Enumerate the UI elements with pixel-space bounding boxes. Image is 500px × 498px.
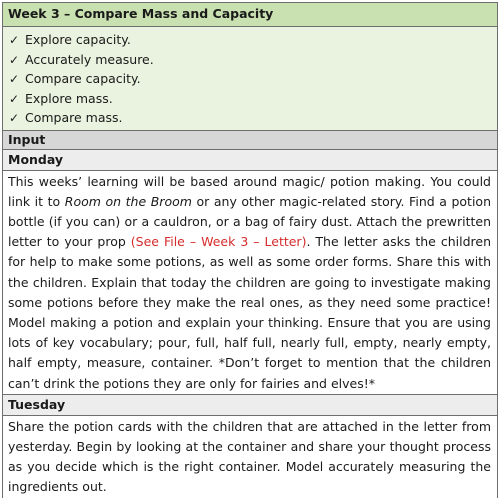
book-title: Room on the Broom (64, 193, 192, 209)
objective-item (9, 108, 491, 128)
monday-heading: Monday (3, 149, 497, 170)
objectives-list (3, 26, 497, 130)
objective-item (9, 30, 491, 50)
objective-item (9, 50, 491, 70)
objective-text: Compare capacity. (25, 71, 141, 86)
planning-table (2, 2, 498, 498)
week-title: Week 3 – Compare Mass and Capacity (3, 2, 497, 26)
monday-text-part: This weeks’ learning will be based around magic/ potion making. You could link it to (8, 173, 491, 209)
monday-text-part: or any other magic-related story. Find a potion bottle (if you can) or a cauldron, or a bag of fairy dust. Attach the prewritten letter to your prop (8, 193, 492, 250)
objective-text: Explore mass. (25, 90, 113, 106)
objective-item (9, 89, 491, 109)
tuesday-text: Share the potion cards with the children that are attached in the letter from yesterday. Begin by looking at the container and share your thought process as you decide which is the right container. Model accurately measuring the ingredients out. (3, 415, 497, 498)
monday-text-part: . The letter asks the children for help to make some potions, as well as some order forms. Share this with the children. Explain that today the children are going to investigate making some potions before they make the real ones, as they need some practice! Model making a potion and explain your thinking. Ensure that you are using lots of key vocabulary; pour, full, half full, nearly full, empty, nearly empty, half empty, measure, container. *Don’t forget to mention that the children can’t drink the potions they are only for fairies and elves!* (8, 234, 491, 391)
input-heading: Input (3, 130, 497, 149)
tuesday-heading: Tuesday (3, 394, 497, 415)
check-icon: ✓ (9, 33, 20, 47)
objective-text: Accurately measure. (25, 51, 154, 67)
monday-text (3, 170, 497, 394)
check-icon: ✓ (9, 72, 20, 86)
check-icon: ✓ (9, 52, 20, 67)
objective-item (9, 69, 491, 89)
check-icon: ✓ (9, 111, 20, 125)
check-icon: ✓ (9, 91, 20, 106)
file-reference-link[interactable]: (See File – Week 3 – Letter) (130, 234, 307, 250)
objective-text: Explore capacity. (25, 32, 131, 47)
objective-text: Compare mass. (25, 110, 123, 125)
